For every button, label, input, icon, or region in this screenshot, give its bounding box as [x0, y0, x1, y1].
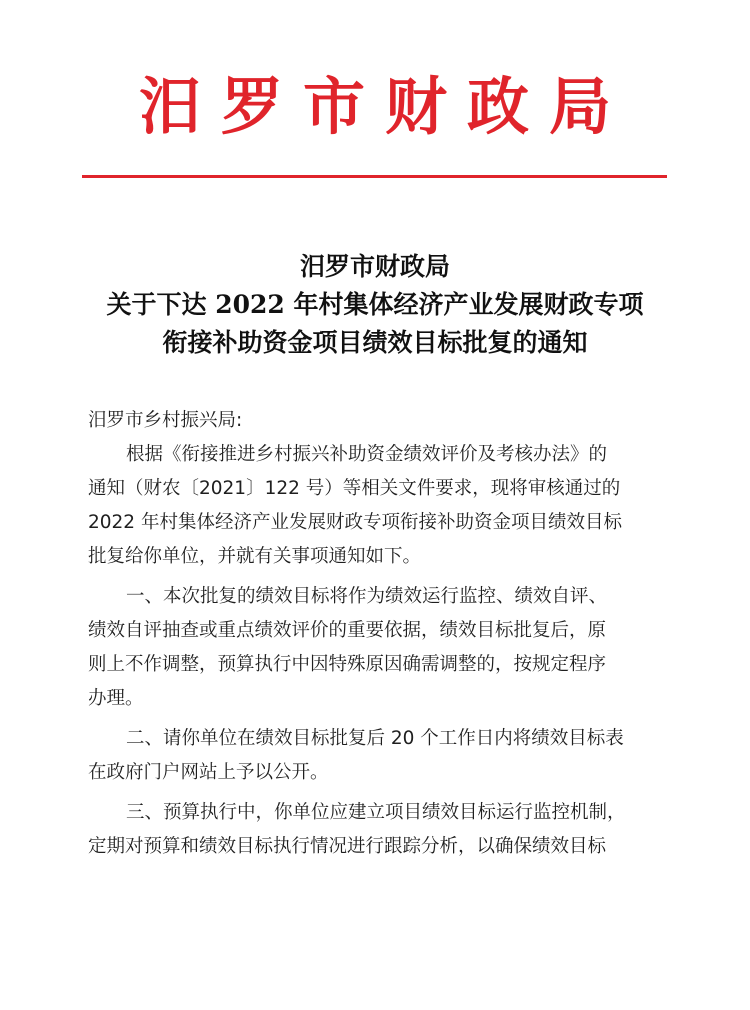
paragraph-1	[88, 438, 670, 574]
title-line-2: 关于下达 2022 年村集体经济产业发展财政专项	[106, 290, 644, 319]
paragraph-line: 根据《衔接推进乡村振兴补助资金绩效评价及考核办法》的	[126, 444, 608, 465]
paragraph-4	[88, 796, 670, 864]
letterhead-title: 汨罗市财政局	[138, 70, 631, 143]
paragraph-2	[88, 580, 670, 716]
paragraph-line: 通知（财农〔2021〕122 号）等相关文件要求，现将审核通过的	[88, 478, 621, 499]
document-body	[88, 404, 670, 864]
paragraph-line: 办理。	[88, 688, 144, 709]
paragraph-line: 三、预算执行中，你单位应建立项目绩效目标运行监控机制，	[126, 802, 626, 823]
paragraph-line: 绩效自评抽查或重点绩效评价的重要依据，绩效目标批复后，原	[88, 620, 607, 641]
paragraph-3	[88, 722, 670, 790]
letterhead-divider	[82, 175, 667, 178]
title-line-3: 衔接补助资金项目绩效目标批复的通知	[162, 328, 588, 357]
paragraph-line: 则上不作调整，预算执行中因特殊原因确需调整的，按规定程序	[88, 654, 607, 675]
paragraph-line: 2022 年村集体经济产业发展财政专项衔接补助资金项目绩效目标	[88, 512, 622, 533]
title-line-1: 汨罗市财政局	[299, 252, 450, 281]
paragraph-line: 二、请你单位在绩效目标批复后 20 个工作日内将绩效目标表	[126, 728, 624, 749]
paragraph-line: 批复给你单位，并就有关事项通知如下。	[88, 546, 422, 567]
paragraph-line: 在政府门户网站上予以公开。	[88, 762, 329, 783]
paragraph-line: 定期对预算和绩效目标执行情况进行跟踪分析，以确保绩效目标	[88, 836, 607, 857]
salutation: 汨罗市乡村振兴局:	[88, 410, 243, 431]
document-title	[0, 248, 750, 362]
paragraph-line: 一、本次批复的绩效目标将作为绩效运行监控、绩效自评、	[126, 586, 608, 607]
